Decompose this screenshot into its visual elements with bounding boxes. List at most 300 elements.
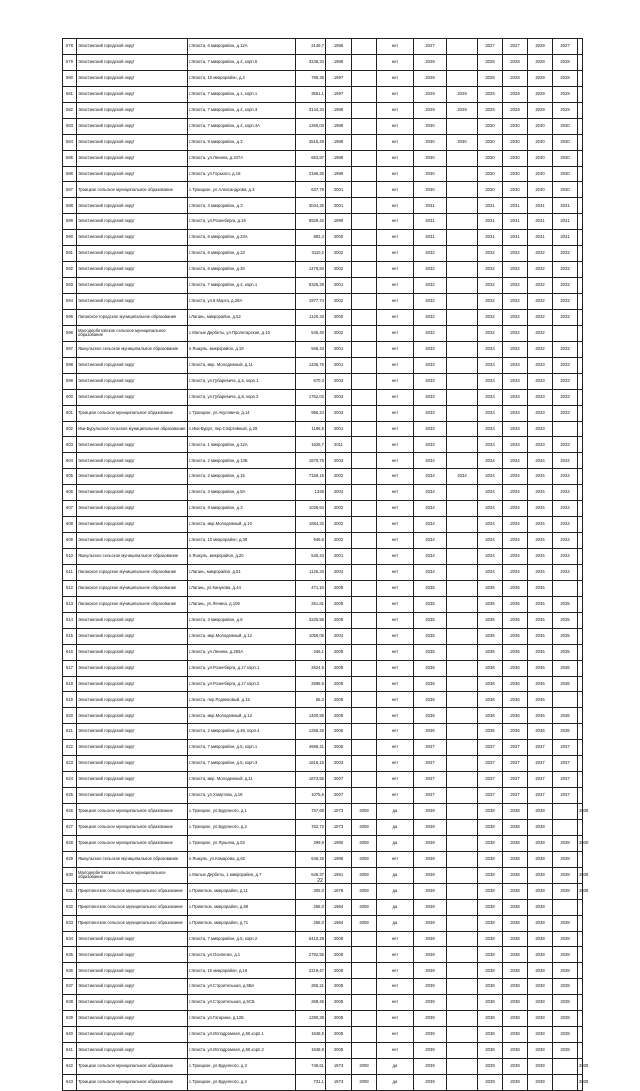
cell-heating-year: 2031	[503, 198, 528, 214]
cell-area: 3225,56	[296, 612, 326, 628]
cell-needs-repair: нет	[377, 389, 414, 405]
cell-water-year: 2036	[528, 676, 553, 692]
cell-needs-repair: нет	[377, 580, 414, 596]
cell-municipality: Троицкое сельское муниципальное образование	[77, 819, 188, 835]
cell-row-number: 582	[63, 102, 77, 118]
cell-plan-year: 2039	[414, 1059, 447, 1075]
cell-lift-year	[578, 54, 583, 70]
cell-row-number: 607	[63, 501, 77, 517]
cell-plan-year: 2034	[414, 564, 447, 580]
cell-needs-repair: нет	[377, 644, 414, 660]
table-row	[63, 628, 583, 644]
cell-water-year: 2038	[528, 835, 553, 851]
cell-roof-year	[447, 341, 478, 357]
cell-row-number: 609	[63, 533, 77, 549]
cell-needs-repair: нет	[377, 118, 414, 134]
cell-area: 1058,05	[296, 628, 326, 644]
cell-needs-repair: да	[377, 899, 414, 915]
cell-facade-year: 2033	[478, 357, 503, 373]
cell-year-built: 2006	[326, 612, 352, 628]
cell-plan-year: 2029	[414, 102, 447, 118]
cell-needs-repair: нет	[377, 660, 414, 676]
cell-plan-year: 2038	[414, 931, 447, 947]
cell-row-number: 616	[63, 644, 77, 660]
cell-row-number: 638	[63, 995, 77, 1011]
cell-water-year: 2038	[528, 915, 553, 931]
cell-address: с.Ики-Бурул, пер.Спортивный, д.29	[188, 421, 296, 437]
cell-lift-year	[578, 740, 583, 756]
cell-address: г.Элиста, мкр.Молодежный, д.10	[188, 517, 296, 533]
cell-heating-year: 2039	[503, 1074, 528, 1090]
table-row	[63, 198, 583, 214]
cell-area: 1435,76	[296, 357, 326, 373]
cell-facade-year: 2038	[478, 804, 503, 820]
cell-lift-year	[578, 485, 583, 501]
cell-area: 3110,2	[296, 246, 326, 262]
cell-row-number: 634	[63, 931, 77, 947]
cell-electric-year	[553, 580, 578, 596]
table-row	[63, 166, 583, 182]
cell-address: г.Элиста, 2 микрорайон, д.15	[188, 469, 296, 485]
cell-year-repaired	[352, 549, 377, 565]
cell-plan-year: 2038	[414, 899, 447, 915]
cell-plan-year: 2034	[414, 549, 447, 565]
cell-lift-year	[578, 469, 583, 485]
cell-year-built: 1973	[326, 804, 352, 820]
cell-lift-year	[578, 995, 583, 1011]
cell-roof-year	[447, 660, 478, 676]
cell-year-built: 1984	[326, 915, 352, 931]
cell-row-number: 599	[63, 373, 77, 389]
cell-electric-year: 2034	[553, 564, 578, 580]
cell-year-repaired	[352, 931, 377, 947]
cell-roof-year	[447, 198, 478, 214]
cell-plan-year: 2030	[414, 118, 447, 134]
cell-lift-year	[578, 899, 583, 915]
cell-lift-year	[578, 86, 583, 102]
table-row	[63, 357, 583, 373]
cell-area: 58,3	[296, 692, 326, 708]
cell-row-number: 615	[63, 628, 77, 644]
cell-year-repaired	[352, 676, 377, 692]
table-row	[63, 421, 583, 437]
cell-water-year: 2035	[528, 580, 553, 596]
cell-row-number: 588	[63, 198, 77, 214]
cell-plan-year: 2033	[414, 437, 447, 453]
cell-needs-repair: нет	[377, 294, 414, 310]
cell-lift-year	[578, 198, 583, 214]
cell-address: г.Элиста, ул.Гагарина, д.12Б	[188, 1011, 296, 1027]
cell-water-year: 2030	[528, 150, 553, 166]
cell-facade-year: 2032	[478, 325, 503, 341]
cell-plan-year: 2029	[414, 86, 447, 102]
cell-year-repaired	[352, 373, 377, 389]
cell-facade-year: 2029	[478, 102, 503, 118]
cell-municipality: Элистинский городской округ	[77, 788, 188, 804]
cell-year-built: 2002	[326, 262, 352, 278]
cell-municipality: Ики-Бурульское сельское муниципальное образование	[77, 421, 188, 437]
cell-heating-year: 2034	[503, 453, 528, 469]
cell-row-number: 624	[63, 772, 77, 788]
cell-heating-year: 2035	[503, 612, 528, 628]
table-row	[63, 835, 583, 851]
cell-needs-repair: нет	[377, 102, 414, 118]
cell-row-number: 595	[63, 309, 77, 325]
cell-year-repaired	[352, 357, 377, 373]
table-row	[63, 325, 583, 341]
cell-year-built: 2000	[326, 230, 352, 246]
cell-electric-year	[553, 899, 578, 915]
cell-lift-year	[578, 278, 583, 294]
cell-municipality: Малодербетовское сельское муниципальное образование	[77, 325, 188, 341]
table-row	[63, 979, 583, 995]
cell-electric-year: 2031	[553, 198, 578, 214]
cell-electric-year: 2038	[553, 1027, 578, 1043]
cell-heating-year: 2030	[503, 166, 528, 182]
cell-address: г.Элиста, 6 микрорайон, д.12А	[188, 39, 296, 55]
cell-plan-year: 2030	[414, 150, 447, 166]
cell-year-repaired	[352, 533, 377, 549]
cell-lift-year	[578, 262, 583, 278]
cell-municipality: Элистинский городской округ	[77, 246, 188, 262]
cell-roof-year	[447, 278, 478, 294]
cell-water-year: 2031	[528, 230, 553, 246]
cell-facade-year: 2038	[478, 835, 503, 851]
cell-roof-year	[447, 740, 478, 756]
table-row	[63, 564, 583, 580]
cell-row-number: 621	[63, 724, 77, 740]
cell-year-built: 1998	[326, 134, 352, 150]
cell-municipality: Элистинский городской округ	[77, 278, 188, 294]
cell-facade-year: 2034	[478, 485, 503, 501]
cell-lift-year	[578, 294, 583, 310]
cell-plan-year: 2035	[414, 628, 447, 644]
table-row	[63, 437, 583, 453]
cell-year-built: 2001	[326, 198, 352, 214]
cell-area: 1028,64	[296, 501, 326, 517]
cell-roof-year	[447, 772, 478, 788]
cell-area: 3515,49	[296, 134, 326, 150]
cell-lift-year	[578, 70, 583, 86]
cell-electric-year: 2038	[553, 995, 578, 1011]
cell-roof-year	[447, 118, 478, 134]
cell-roof-year	[447, 835, 478, 851]
cell-facade-year: 2033	[478, 373, 503, 389]
cell-lift-year	[578, 963, 583, 979]
cell-year-repaired	[352, 501, 377, 517]
cell-heating-year: 2035	[503, 596, 528, 612]
table-row	[63, 1059, 583, 1075]
table-row	[63, 294, 583, 310]
cell-municipality: Элистинский городской округ	[77, 740, 188, 756]
cell-water-year: 2036	[528, 708, 553, 724]
cell-municipality: Элистинский городской округ	[77, 102, 188, 118]
cell-roof-year: 2034	[447, 469, 478, 485]
cell-electric-year: 2029	[553, 102, 578, 118]
cell-needs-repair: нет	[377, 963, 414, 979]
cell-year-repaired	[352, 724, 377, 740]
cell-needs-repair: нет	[377, 39, 414, 55]
cell-area: 892,4	[296, 230, 326, 246]
cell-electric-year	[553, 804, 578, 820]
cell-address: с.Малые Дербеты, ул.Пролетарская, д.10	[188, 325, 296, 341]
cell-water-year: 2032	[528, 325, 553, 341]
table-row	[63, 580, 583, 596]
cell-facade-year: 2030	[478, 182, 503, 198]
cell-row-number: 632	[63, 899, 77, 915]
cell-lift-year	[578, 931, 583, 947]
cell-year-built: 2001	[326, 357, 352, 373]
table-row	[63, 309, 583, 325]
cell-lift-year: 2040	[578, 835, 583, 851]
page-number: 22	[317, 878, 323, 884]
cell-municipality: Элистинский городской округ	[77, 39, 188, 55]
cell-electric-year: 2032	[553, 294, 578, 310]
cell-electric-year: 2032	[553, 262, 578, 278]
cell-electric-year: 2038	[553, 963, 578, 979]
cell-lift-year	[578, 246, 583, 262]
cell-roof-year: 2029	[447, 102, 478, 118]
cell-needs-repair: да	[377, 804, 414, 820]
cell-roof-year	[447, 947, 478, 963]
cell-electric-year: 2035	[553, 596, 578, 612]
cell-heating-year: 2038	[503, 899, 528, 915]
cell-year-repaired	[352, 756, 377, 772]
cell-electric-year: 2034	[553, 469, 578, 485]
cell-row-number: 629	[63, 851, 77, 867]
cell-year-repaired	[352, 772, 377, 788]
cell-facade-year: 2030	[478, 118, 503, 134]
table-row	[63, 262, 583, 278]
cell-lift-year: 2038	[578, 804, 583, 820]
cell-plan-year: 2032	[414, 278, 447, 294]
cell-lift-year	[578, 230, 583, 246]
cell-year-repaired	[352, 596, 377, 612]
cell-electric-year: 2037	[553, 788, 578, 804]
cell-address: г.Элиста, 7 микрорайон, д.4, корп.3	[188, 102, 296, 118]
cell-area: 3044,25	[296, 198, 326, 214]
cell-year-repaired	[352, 150, 377, 166]
cell-lift-year	[578, 915, 583, 931]
cell-area: 3144,34	[296, 102, 326, 118]
cell-roof-year	[447, 39, 478, 55]
cell-plan-year: 2038	[414, 867, 447, 883]
cell-roof-year	[447, 979, 478, 995]
cell-water-year: 2036	[528, 692, 553, 708]
cell-row-number: 635	[63, 947, 77, 963]
cell-municipality: Элистинский городской округ	[77, 150, 188, 166]
table-row	[63, 819, 583, 835]
cell-area: 1752,02	[296, 389, 326, 405]
table-row	[63, 214, 583, 230]
cell-municipality: Элистинский городской округ	[77, 166, 188, 182]
cell-water-year: 2034	[528, 469, 553, 485]
cell-plan-year: 2033	[414, 357, 447, 373]
cell-water-year: 2039	[528, 1059, 553, 1075]
table-row	[63, 947, 583, 963]
cell-year-built: 2002	[326, 533, 352, 549]
cell-facade-year: 2038	[478, 979, 503, 995]
cell-facade-year: 2030	[478, 150, 503, 166]
cell-water-year: 2035	[528, 644, 553, 660]
cell-municipality: Яшкульское сельское муниципальное образование	[77, 341, 188, 357]
cell-year-built: 2008	[326, 1027, 352, 1043]
cell-heating-year: 2038	[503, 947, 528, 963]
table-row	[63, 54, 583, 70]
cell-address: г.Элиста, ул.Строительная, д.6ВА	[188, 979, 296, 995]
cell-year-built: 1973	[326, 819, 352, 835]
cell-area: 2624,5	[296, 660, 326, 676]
cell-plan-year: 2034	[414, 453, 447, 469]
cell-area: 2219,47	[296, 963, 326, 979]
cell-electric-year: 2032	[553, 278, 578, 294]
cell-needs-repair: нет	[377, 788, 414, 804]
cell-area: 1684,32	[296, 517, 326, 533]
cell-water-year: 2036	[528, 660, 553, 676]
cell-electric-year: 2033	[553, 357, 578, 373]
cell-municipality: Элистинский городской округ	[77, 947, 188, 963]
cell-row-number: 640	[63, 1027, 77, 1043]
cell-year-built: 1999	[326, 166, 352, 182]
cell-municipality: Элистинский городской округ	[77, 628, 188, 644]
cell-electric-year: 2032	[553, 341, 578, 357]
cell-roof-year	[447, 453, 478, 469]
cell-year-built: 1996	[326, 54, 352, 70]
cell-year-repaired	[352, 198, 377, 214]
cell-row-number: 618	[63, 676, 77, 692]
cell-municipality: Элистинский городской округ	[77, 54, 188, 70]
cell-area: 1196,5	[296, 421, 326, 437]
cell-electric-year: 2036	[553, 660, 578, 676]
cell-facade-year: 2029	[478, 86, 503, 102]
cell-plan-year: 2032	[414, 262, 447, 278]
cell-facade-year: 2038	[478, 915, 503, 931]
cell-needs-repair: да	[377, 819, 414, 835]
cell-plan-year: 2037	[414, 772, 447, 788]
cell-address: г.Элиста, ул.Розенберга, д.17 корп.2	[188, 676, 296, 692]
cell-electric-year: 2036	[553, 724, 578, 740]
cell-facade-year: 2034	[478, 533, 503, 549]
cell-facade-year: 2032	[478, 278, 503, 294]
cell-facade-year: 2034	[478, 453, 503, 469]
cell-municipality: Троицкое сельское муниципальное образование	[77, 405, 188, 421]
cell-facade-year: 2038	[478, 931, 503, 947]
cell-area: 1290,39	[296, 1011, 326, 1027]
cell-heating-year: 2036	[503, 676, 528, 692]
cell-year-built: 2001	[326, 341, 352, 357]
table-row	[63, 660, 583, 676]
cell-municipality: Элистинский городской округ	[77, 214, 188, 230]
cell-year-repaired: 2008	[352, 835, 377, 851]
cell-facade-year: 2038	[478, 1027, 503, 1043]
cell-year-repaired: 2008	[352, 1074, 377, 1090]
cell-lift-year	[578, 660, 583, 676]
cell-electric-year: 2038	[553, 867, 578, 883]
cell-year-built: 1973	[326, 1059, 352, 1075]
cell-plan-year: 2038	[414, 835, 447, 851]
cell-roof-year	[447, 580, 478, 596]
cell-year-built: 2007	[326, 788, 352, 804]
cell-address: с.Троицкое, ул.Буденного, д.4	[188, 1074, 296, 1090]
cell-needs-repair: да	[377, 835, 414, 851]
cell-lift-year	[578, 501, 583, 517]
cell-municipality: Троицкое сельское муниципальное образование	[77, 804, 188, 820]
cell-address: г.Элиста, мкр. Молодежный, д.11	[188, 772, 296, 788]
cell-facade-year: 2036	[478, 692, 503, 708]
cell-electric-year: 2033	[553, 373, 578, 389]
cell-year-built: 2008	[326, 963, 352, 979]
cell-municipality: Элистинский городской округ	[77, 118, 188, 134]
cell-plan-year: 2038	[414, 947, 447, 963]
cell-row-number: 604	[63, 453, 77, 469]
cell-roof-year	[447, 389, 478, 405]
cell-facade-year: 2038	[478, 819, 503, 835]
cell-facade-year: 2039	[478, 1074, 503, 1090]
cell-heating-year: 2033	[503, 421, 528, 437]
cell-lift-year	[578, 692, 583, 708]
table-row	[63, 772, 583, 788]
cell-lift-year	[578, 405, 583, 421]
cell-water-year: 2030	[528, 166, 553, 182]
cell-municipality: Троицкое сельское муниципальное образование	[77, 182, 188, 198]
cell-address: г.Элиста, 10 микрорайон, д.39	[188, 533, 296, 549]
cell-year-repaired	[352, 692, 377, 708]
cell-facade-year: 2028	[478, 54, 503, 70]
cell-municipality: Элистинский городской округ	[77, 724, 188, 740]
cell-year-built: 2006	[326, 692, 352, 708]
cell-heating-year: 2032	[503, 262, 528, 278]
cell-year-built: 2004	[326, 564, 352, 580]
cell-water-year: 2038	[528, 931, 553, 947]
cell-lift-year	[578, 612, 583, 628]
cell-water-year: 2038	[528, 979, 553, 995]
cell-heating-year: 2035	[503, 580, 528, 596]
cell-heating-year: 2032	[503, 341, 528, 357]
cell-needs-repair: нет	[377, 198, 414, 214]
cell-roof-year	[447, 309, 478, 325]
cell-facade-year: 2038	[478, 995, 503, 1011]
cell-municipality: Элистинский городской округ	[77, 262, 188, 278]
cell-year-built: 2003	[326, 405, 352, 421]
table-row	[63, 389, 583, 405]
cell-year-repaired	[352, 341, 377, 357]
cell-area: 996,24	[296, 405, 326, 421]
cell-plan-year: 2031	[414, 230, 447, 246]
cell-year-repaired	[352, 612, 377, 628]
cell-roof-year	[447, 230, 478, 246]
cell-plan-year: 2031	[414, 214, 447, 230]
cell-area: 268,46	[296, 995, 326, 1011]
cell-year-built: 2003	[326, 389, 352, 405]
cell-facade-year: 2038	[478, 899, 503, 915]
cell-heating-year: 2038	[503, 963, 528, 979]
cell-municipality: Элистинский городской округ	[77, 1027, 188, 1043]
cell-heating-year: 2033	[503, 357, 528, 373]
cell-lift-year	[578, 851, 583, 867]
cell-municipality: Элистинский городской округ	[77, 437, 188, 453]
cell-lift-year	[578, 118, 583, 134]
cell-municipality: Троицкое сельское муниципальное образование	[77, 1059, 188, 1075]
cell-year-built: 2004	[326, 485, 352, 501]
cell-area: 545,40	[296, 325, 326, 341]
cell-municipality: Элистинский городской округ	[77, 772, 188, 788]
cell-water-year: 2033	[528, 421, 553, 437]
cell-row-number: 622	[63, 740, 77, 756]
cell-area: 1256,25	[296, 724, 326, 740]
cell-area: 346,1	[296, 644, 326, 660]
cell-row-number: 643	[63, 1074, 77, 1090]
cell-water-year: 2038	[528, 947, 553, 963]
